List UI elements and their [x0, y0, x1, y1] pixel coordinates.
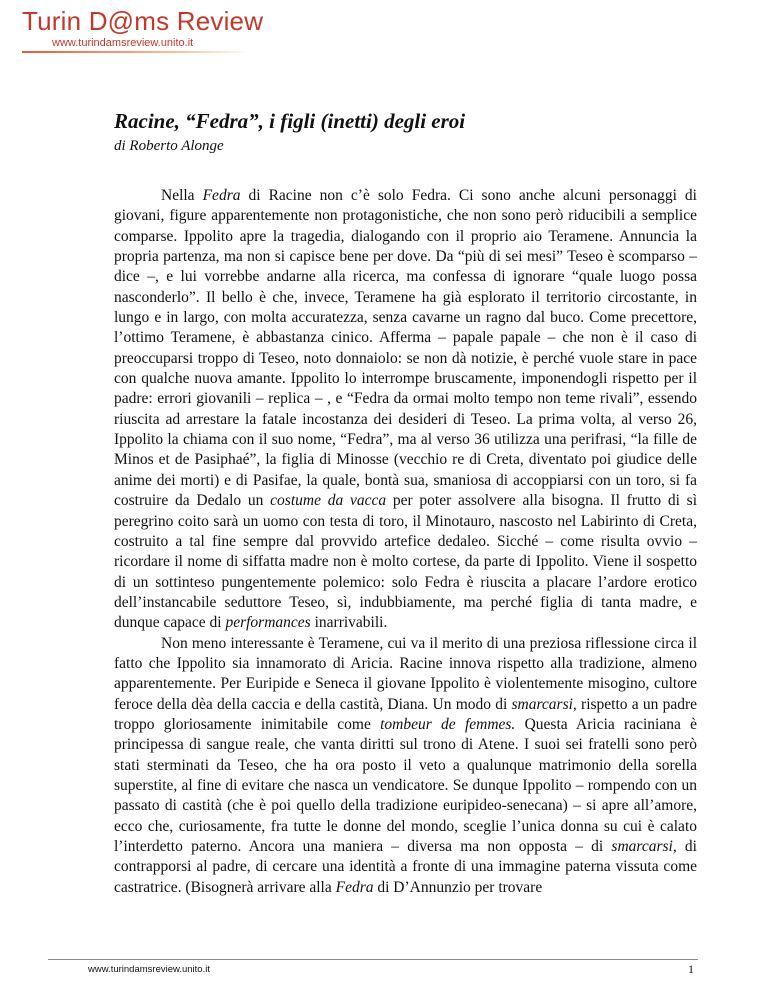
italic-phrase: costume da vacca: [270, 492, 387, 510]
site-url[interactable]: www.turindamsreview.unito.it: [52, 37, 194, 49]
italic-phrase: tombeur de femmes.: [380, 715, 516, 733]
footer-divider: [48, 959, 698, 960]
paragraph-2: Non meno interessante è Teramene, cui va il merito di una preziosa riflessione circa il fatto che Ippolito sia innamorato di Aricia. Racine innova rispetto alla tradizione, almeno apparentemente. Per Euripide e Seneca il giovane Ippolito è violentemente misogino, cultore feroce della dèa della caccia e della castità, Diana. Un modo di smarcarsi, rispetto a un padre troppo gloriosamente inimitabile come tombeur de femmes. Questa Aricia raciniana è principessa di sangue reale, che vanta diritti sul trono di Atene. I suoi sei fratelli sono però stati sterminati da Teseo, che ha ora posto il veto a qualunque matrimonio della sorella superstite, al fine di evitare che nasca un vendicatore. Se dunque Ippolito – rompendo con un passato di castità (che è poi quello della tradizione euripideo-senecana) – si apre all’amore, ecco che, curiosamente, fra tutte le donne del mondo, sceglie l’unica donna su cui è calato l’interdetto paterno. Ancora una maniera – diversa ma non opposta – di smarcarsi, di contrapporsi al padre, di cercare una identità a fronte di una immagine paterna vissuta come castratrice. (Bisognerà arrivare alla Fedra di D’Annunzio per trovare: [114, 634, 697, 896]
italic-phrase: Fedra: [335, 878, 374, 896]
paragraph-1: Nella Fedra di Racine non c’è solo Fedra. Ci sono anche alcuni personaggi di giovani, figure apparentemente non protagonistiche, che non sono però riducibili a semplice comparse. Ippolito apre la tragedia, dialogando con il proprio aio Teramene. Annuncia la propria partenza, ma non si capisce bene per dove. Da “più di sei mesi” Teseo è scomparso – dice –, e lui vorrebbe andarne alla ricerca, ma confessa di ignorare “quale luogo possa nasconderlo”. Il bello è che, invece, Teramene ha già esplorato il territorio circostante, in lungo e in largo, con molta accuratezza, senza cavarne un ragno dal buco. Come precettore, l’ottimo Teramene, è abbastanza cinico. Afferma – papale papale – che non è il caso di preoccuparsi troppo di Teseo, noto donnaiolo: se non dà notizie, è perché vuole stare in pace con qualche nuova amante. Ippolito lo interrompe bruscamente, imponendogli rispetto per il padre: errori giovanili – replica – , e “Fedra da ormai molto tempo non teme rivali”, essendo riuscita ad arrestare la fatale incostanza dei desideri di Teseo. La prima volta, al verso 26, Ippolito la chiama con il suo nome, “Fedra”, ma al verso 36 utilizza una perifrasi, “la fille de Minos et de Pasiphaé”, la figlia di Minosse (vecchio re di Creta, diventato poi giudice delle anime dei morti) e di Pasifae, la quale, bontà sua, smaniosa di accoppiarsi con un toro, si fa costruire da Dedalo un costume da vacca per poter assolvere alla bisogna. Il frutto di sì peregrino coito sarà un uomo con testa di toro, il Minotauro, nascosto nel Labirinto di Creta, costruito a tal fine sempre dal provvido artefice dedaleo. Sicché – come risulta ovvio – ricordare il nome di siffatta madre non è molto cortese, da parte di Ippolito. Viene il sospetto di un sottinteso pungentemente polemico: solo Fedra è riuscita a placare l’ardore erotico dell’instancabile seduttore Teseo, sì, indubbiamente, ma perché figlia di tanta madre, e dunque capace di performances inarrivabili.: [114, 187, 697, 632]
italic-phrase: Fedra: [202, 187, 241, 204]
page-number: 1: [688, 962, 694, 976]
italic-phrase: performances: [225, 614, 311, 632]
site-logo: Turin D@ms Review: [22, 6, 264, 36]
article-title: Racine, “Fedra”, i figli (inetti) degli eroi: [114, 109, 466, 133]
header-divider: [22, 51, 252, 53]
italic-phrase: smarcarsi: [611, 838, 673, 855]
article-author: di Roberto Alonge: [114, 138, 224, 154]
italic-phrase: smarcarsi,: [511, 695, 577, 713]
footer-url[interactable]: www.turindamsreview.unito.it: [88, 964, 210, 975]
site-header: [22, 6, 263, 50]
article-body: [114, 186, 697, 898]
